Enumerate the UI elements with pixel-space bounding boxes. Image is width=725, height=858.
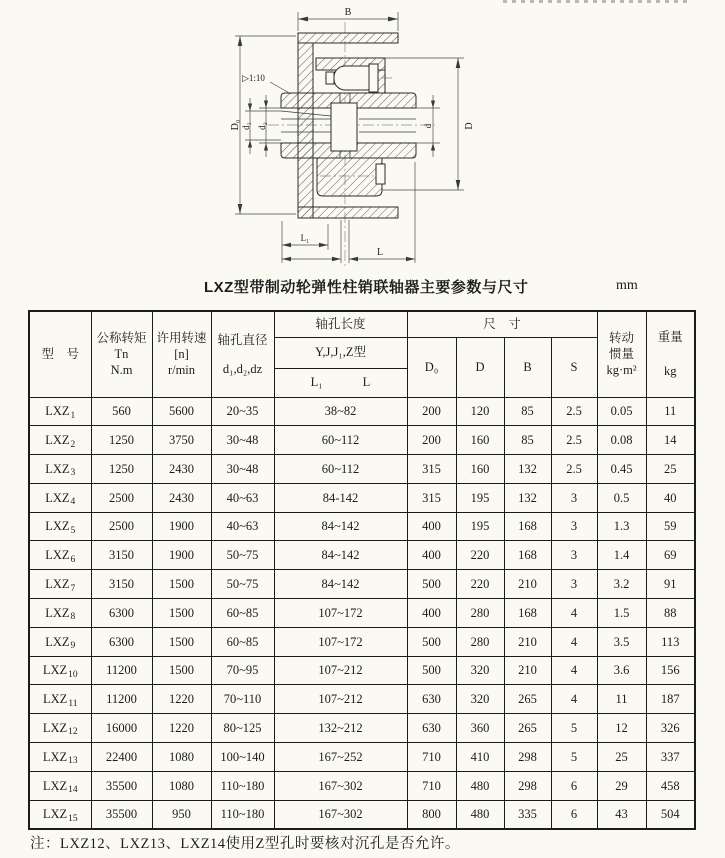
cell: 4 — [551, 599, 597, 628]
cell: 500 — [407, 627, 456, 656]
model-num: 5 — [70, 525, 76, 536]
cell: 70~110 — [211, 685, 274, 714]
cell: 60~85 — [211, 627, 274, 656]
cell: 0.08 — [597, 426, 646, 455]
cell: 84~142 — [274, 512, 407, 541]
cell: 3.6 — [597, 656, 646, 685]
cell: 280 — [456, 599, 504, 628]
table-row — [29, 656, 695, 685]
cell: 0.5 — [597, 483, 646, 512]
dim-label-B: B — [344, 7, 352, 18]
cell: 210 — [504, 656, 551, 685]
cell-model — [29, 541, 91, 570]
cell: 298 — [504, 743, 551, 772]
dim-label-d: d — [423, 123, 433, 129]
dim-label-D0: D₀ — [230, 119, 241, 131]
cell: 1.3 — [597, 512, 646, 541]
model-prefix: LXZ — [45, 634, 70, 649]
cell-model — [29, 714, 91, 743]
cell: 168 — [504, 512, 551, 541]
cell: 25 — [646, 455, 695, 484]
cell: 630 — [407, 685, 456, 714]
cell: 156 — [646, 656, 695, 685]
taper-label: ▷1:10 — [242, 73, 265, 83]
dim-label-L1: L₁ — [300, 233, 310, 243]
dim-label-d1: d₁ — [241, 122, 251, 130]
cell: 3 — [551, 570, 597, 599]
cell: 3 — [551, 483, 597, 512]
cell: 1220 — [152, 714, 211, 743]
cell: 298 — [504, 771, 551, 800]
cell: 337 — [646, 743, 695, 772]
cell: 458 — [646, 771, 695, 800]
model-num: 7 — [70, 583, 76, 594]
cell: 1500 — [152, 627, 211, 656]
table-row — [29, 771, 695, 800]
table-row — [29, 627, 695, 656]
cell: 3150 — [91, 541, 152, 570]
cell: 59 — [646, 512, 695, 541]
cropped-text-remnant — [503, 0, 689, 3]
cell: 40~63 — [211, 512, 274, 541]
model-prefix: LXZ — [45, 461, 70, 476]
cell: 167~252 — [274, 743, 407, 772]
cell: 29 — [597, 771, 646, 800]
cell: 4 — [551, 627, 597, 656]
cell: 2500 — [91, 512, 152, 541]
cell: 40~63 — [211, 483, 274, 512]
col-header-l1-l — [274, 368, 407, 397]
cell-model — [29, 570, 91, 599]
cell: 630 — [407, 714, 456, 743]
cell: 11 — [646, 397, 695, 426]
cell: 0.45 — [597, 455, 646, 484]
cell: 168 — [504, 599, 551, 628]
cell: 132 — [504, 483, 551, 512]
model-num: 3 — [70, 468, 76, 479]
cell: 265 — [504, 685, 551, 714]
l1-label: L₁ — [310, 375, 323, 390]
cell: 69 — [646, 541, 695, 570]
table-row — [29, 512, 695, 541]
dim-label-d2: d₂ — [257, 122, 267, 130]
cell: 1500 — [152, 599, 211, 628]
cell: 480 — [456, 800, 504, 829]
model-num: 2 — [70, 439, 76, 450]
cell: 107~172 — [274, 599, 407, 628]
col-header-length-types: Y,J,J₁,Z型 — [274, 337, 407, 368]
cell: 2430 — [152, 455, 211, 484]
cell-model — [29, 627, 91, 656]
cell: 3.2 — [597, 570, 646, 599]
table-row — [29, 426, 695, 455]
cell-model — [29, 512, 91, 541]
cell: 480 — [456, 771, 504, 800]
cell: 120 — [456, 397, 504, 426]
model-prefix: LXZ — [45, 548, 70, 563]
cell-model — [29, 743, 91, 772]
col-header-model: 型 号 — [29, 311, 91, 397]
cell: 113 — [646, 627, 695, 656]
cell: 2500 — [91, 483, 152, 512]
table-row — [29, 455, 695, 484]
cell: 132~212 — [274, 714, 407, 743]
cell: 85 — [504, 426, 551, 455]
table-row — [29, 800, 695, 829]
table-row — [29, 541, 695, 570]
col-header-dims-group: 尺 寸 — [407, 311, 597, 337]
cell-model — [29, 455, 91, 484]
cell: 3150 — [91, 570, 152, 599]
cell: 210 — [504, 627, 551, 656]
cell: 6 — [551, 800, 597, 829]
cell: 210 — [504, 570, 551, 599]
cell-model — [29, 599, 91, 628]
l-label: L — [362, 375, 371, 390]
table-row — [29, 599, 695, 628]
cell: 2.5 — [551, 426, 597, 455]
cell: 1080 — [152, 771, 211, 800]
cell: 5 — [551, 743, 597, 772]
cell: 710 — [407, 771, 456, 800]
cell: 560 — [91, 397, 152, 426]
cell: 14 — [646, 426, 695, 455]
model-num: 12 — [68, 727, 78, 738]
cell: 200 — [407, 397, 456, 426]
cell: 950 — [152, 800, 211, 829]
cell: 12 — [597, 714, 646, 743]
table-row — [29, 714, 695, 743]
cell: 4 — [551, 656, 597, 685]
cell: 1220 — [152, 685, 211, 714]
model-num: 13 — [68, 756, 78, 767]
cell: 25 — [597, 743, 646, 772]
cell: 2.5 — [551, 397, 597, 426]
model-prefix: LXZ — [45, 577, 70, 591]
cell: 1900 — [152, 512, 211, 541]
cell: 30~48 — [211, 426, 274, 455]
cell: 100~140 — [211, 743, 274, 772]
cell: 91 — [646, 570, 695, 599]
cell: 60~112 — [274, 455, 407, 484]
cell: 167~302 — [274, 800, 407, 829]
cell: 38~82 — [274, 397, 407, 426]
cell: 1500 — [152, 570, 211, 599]
col-header-s: S — [551, 337, 597, 397]
cell-model — [29, 685, 91, 714]
cell-model — [29, 426, 91, 455]
spec-table — [28, 310, 696, 830]
model-num: 6 — [70, 554, 76, 565]
col-header-weight: 重量 kg — [646, 311, 695, 397]
cell: 3750 — [152, 426, 211, 455]
cell: 168 — [504, 541, 551, 570]
model-prefix: LXZ — [45, 605, 70, 620]
model-num: 9 — [70, 641, 76, 652]
cell: 1080 — [152, 743, 211, 772]
cell: 265 — [504, 714, 551, 743]
cell: 4 — [551, 685, 597, 714]
cell: 11200 — [91, 685, 152, 714]
cell: 50~75 — [211, 541, 274, 570]
cell: 2.5 — [551, 455, 597, 484]
cell: 710 — [407, 743, 456, 772]
cell: 132 — [504, 455, 551, 484]
cell: 280 — [456, 627, 504, 656]
model-prefix: LXZ — [45, 433, 70, 448]
model-num: 11 — [68, 698, 78, 709]
table-row — [29, 743, 695, 772]
coupling-section-drawing — [230, 0, 502, 270]
cell: 167~302 — [274, 771, 407, 800]
cell: 43 — [597, 800, 646, 829]
cell: 6300 — [91, 627, 152, 656]
unit-label: mm — [616, 278, 638, 293]
cell: 35500 — [91, 771, 152, 800]
cell: 1250 — [91, 455, 152, 484]
cell: 35500 — [91, 800, 152, 829]
cell: 80~125 — [211, 714, 274, 743]
cell: 2430 — [152, 483, 211, 512]
col-header-inertia: 转动 惯量 kg·m² — [597, 311, 646, 397]
cell: 1.5 — [597, 599, 646, 628]
cell: 6 — [551, 771, 597, 800]
cell: 320 — [456, 656, 504, 685]
col-header-torque: 公称转矩Tn N.m — [91, 311, 152, 397]
cell: 60~85 — [211, 599, 274, 628]
model-prefix: LXZ — [42, 749, 68, 764]
cell: 11 — [597, 685, 646, 714]
cell: 107~172 — [274, 627, 407, 656]
cell: 84~142 — [274, 570, 407, 599]
cell: 88 — [646, 599, 695, 628]
cell: 326 — [646, 714, 695, 743]
table-row — [29, 397, 695, 426]
cell: 315 — [407, 483, 456, 512]
model-num: 10 — [68, 669, 78, 680]
model-prefix: LXZ — [42, 778, 68, 793]
cell: 1900 — [152, 541, 211, 570]
dim-label-L: L — [376, 247, 384, 258]
model-prefix: LXZ — [42, 663, 68, 678]
cell-model — [29, 483, 91, 512]
cell: 187 — [646, 685, 695, 714]
table-row — [29, 483, 695, 512]
dim-label-D: D — [464, 122, 475, 130]
cell: 335 — [504, 800, 551, 829]
cell: 84-142 — [274, 483, 407, 512]
cell: 504 — [646, 800, 695, 829]
cell: 0.05 — [597, 397, 646, 426]
page-title: LXZ型带制动轮弹性柱销联轴器主要参数与尺寸 — [204, 279, 529, 296]
model-prefix: LXZ — [45, 519, 70, 534]
table-row — [29, 570, 695, 599]
cell: 5600 — [152, 397, 211, 426]
cell: 160 — [456, 455, 504, 484]
cell: 500 — [407, 656, 456, 685]
cell: 1250 — [91, 426, 152, 455]
cell: 1500 — [152, 656, 211, 685]
cell: 1.4 — [597, 541, 646, 570]
cell: 360 — [456, 714, 504, 743]
col-header-d0: D₀ — [407, 337, 456, 397]
cell-model — [29, 771, 91, 800]
model-num: 1 — [70, 410, 76, 421]
cell: 400 — [407, 541, 456, 570]
col-header-speed: 许用转速 [n] r/min — [152, 311, 211, 397]
cell: 3 — [551, 512, 597, 541]
cell: 320 — [456, 685, 504, 714]
cell: 400 — [407, 599, 456, 628]
model-num: 8 — [70, 612, 76, 623]
cell: 50~75 — [211, 570, 274, 599]
cell-model — [29, 397, 91, 426]
cell: 500 — [407, 570, 456, 599]
cell: 16000 — [91, 714, 152, 743]
cell: 107~212 — [274, 656, 407, 685]
cell: 195 — [456, 483, 504, 512]
cell: 40 — [646, 483, 695, 512]
col-header-d: D — [456, 337, 504, 397]
cell: 410 — [456, 743, 504, 772]
cell: 85 — [504, 397, 551, 426]
cell-model — [29, 656, 91, 685]
col-header-bore: 轴孔直径 d₁,d₂,dz — [211, 311, 274, 397]
cell: 400 — [407, 512, 456, 541]
cell: 110~180 — [211, 800, 274, 829]
model-prefix: LXZ — [43, 692, 68, 707]
model-num: 15 — [68, 813, 78, 824]
model-num: 4 — [70, 497, 76, 508]
cell: 315 — [407, 455, 456, 484]
cell: 30~48 — [211, 455, 274, 484]
cell-model — [29, 800, 91, 829]
cell: 11200 — [91, 656, 152, 685]
cell: 5 — [551, 714, 597, 743]
model-prefix: LXZ — [42, 807, 68, 822]
cell: 800 — [407, 800, 456, 829]
cell: 220 — [456, 570, 504, 599]
cell: 3 — [551, 541, 597, 570]
cell: 60~112 — [274, 426, 407, 455]
cell: 70~95 — [211, 656, 274, 685]
model-prefix: LXZ — [45, 490, 70, 505]
model-num: 14 — [68, 785, 78, 796]
table-row — [29, 685, 695, 714]
cell: 220 — [456, 541, 504, 570]
cell: 22400 — [91, 743, 152, 772]
col-header-b: B — [504, 337, 551, 397]
cell: 107~212 — [274, 685, 407, 714]
cell: 84~142 — [274, 541, 407, 570]
model-prefix: LXZ — [45, 404, 70, 419]
cell: 195 — [456, 512, 504, 541]
cell: 6300 — [91, 599, 152, 628]
cell: 3.5 — [597, 627, 646, 656]
model-prefix: LXZ — [42, 720, 68, 735]
col-header-length-group: 轴孔长度 — [274, 311, 407, 337]
cell: 110~180 — [211, 771, 274, 800]
cell: 20~35 — [211, 397, 274, 426]
cell: 160 — [456, 426, 504, 455]
cell: 200 — [407, 426, 456, 455]
footnote: 注：LXZ12、LXZ13、LXZ14使用Z型孔时要核对沉孔是否允许。 — [30, 836, 460, 852]
